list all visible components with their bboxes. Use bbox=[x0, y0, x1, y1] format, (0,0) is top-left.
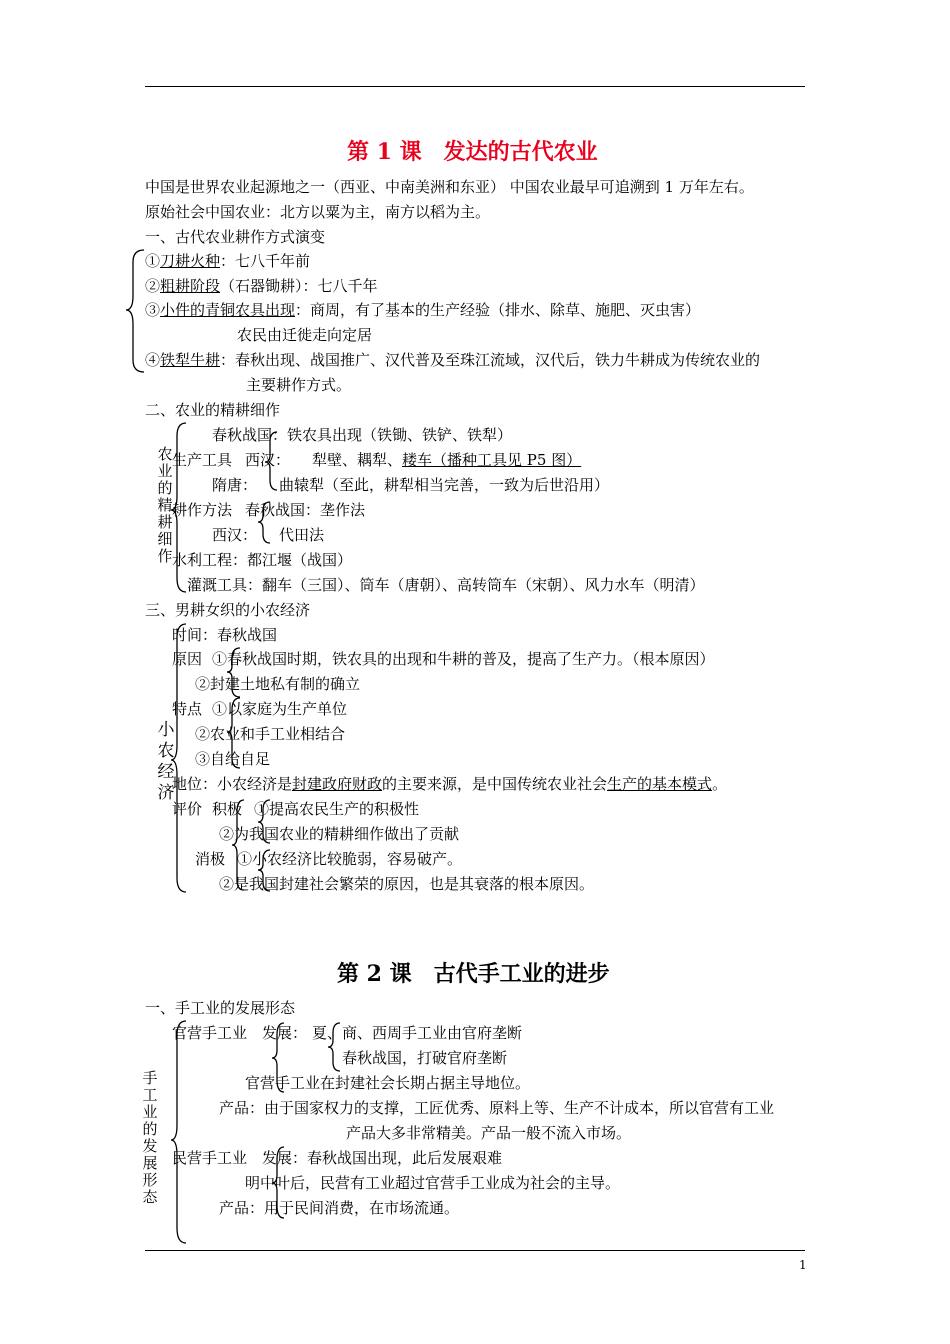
s2-method-label: 耕作方法 bbox=[172, 501, 233, 519]
s3-status bbox=[172, 775, 727, 793]
s1-item-3 bbox=[145, 301, 700, 319]
s3-status-b: 的主要来源，是中国传统农业社会 bbox=[382, 775, 608, 793]
s2-method-a: 春秋战国：垄作法 bbox=[245, 501, 366, 519]
s3-feature-label: 特点 bbox=[172, 700, 203, 718]
s1-item-2-key: 粗耕阶段 bbox=[160, 277, 221, 295]
s2-tools-a: 春秋战国：铁农具出现（铁锄、铁铲、铁犁） bbox=[212, 426, 513, 444]
s3-negative-1: ①小农经济比较脆弱，容易破产。 bbox=[237, 850, 463, 868]
intro-line-2: 原始社会中国农业：北方以粟为主，南方以稻为主。 bbox=[145, 203, 491, 221]
s3-feature-1: ①以家庭为生产单位 bbox=[212, 700, 348, 718]
section3-heading: 三、男耕女织的小农经济 bbox=[145, 601, 311, 619]
s3-reason-2: ②封建土地私有制的确立 bbox=[195, 675, 361, 693]
s1-item-1-rest: ：七八千年前 bbox=[220, 252, 311, 270]
s3-status-key-2: 生产的基本模式 bbox=[607, 775, 713, 793]
l2-gov-dev-2: 春秋战国，打破官府垄断 bbox=[342, 1049, 508, 1067]
page-number: 1 bbox=[799, 1258, 807, 1272]
header-rule bbox=[145, 86, 805, 87]
s1-item-3-num: ③ bbox=[145, 301, 161, 319]
l2-gov-dev-label: 发展： bbox=[262, 1024, 308, 1042]
s3-reason-label: 原因 bbox=[172, 650, 203, 668]
s3-status-c: 。 bbox=[712, 775, 728, 793]
s2-tools-c-items: 曲辕犁（至此，耕犁相当完善，一致为后世沿用） bbox=[279, 476, 610, 494]
s1-item-4-num: ④ bbox=[145, 351, 161, 369]
s2-method-b-era: 西汉： bbox=[212, 526, 258, 544]
s3-feature-3: ③自给自足 bbox=[195, 750, 271, 768]
footer-rule bbox=[145, 1250, 805, 1251]
s1-item-4-rest: ：春秋出现、战国推广、汉代普及至珠江流域，汉代后，铁力牛耕成为传统农业的 bbox=[220, 351, 761, 369]
s1-item-2-rest: （石器锄耕）：七八千年 bbox=[220, 277, 378, 295]
s3-negative-label: 消极 bbox=[195, 850, 226, 868]
s1-item-1-key: 刀耕火种 bbox=[160, 252, 221, 270]
s2-side-label: 农业的精耕细作 bbox=[157, 445, 173, 565]
l2-gov-dev-1: 夏、商、西周手工业由官府垄断 bbox=[312, 1024, 523, 1042]
s2-tools-label: 生产工具 bbox=[172, 451, 233, 469]
l2-private-label: 民营手工业 bbox=[172, 1149, 248, 1167]
s3-feature-2: ②农业和手工业相结合 bbox=[195, 725, 346, 743]
l2-gov-dev-3: 官营手工业在封建社会长期占据主导地位。 bbox=[245, 1074, 531, 1092]
section2-heading: 二、农业的精耕细作 bbox=[145, 401, 281, 419]
l2-private-product: 产品：用于民间消费，在市场流通。 bbox=[219, 1199, 460, 1217]
s1-item-4-key: 铁犁牛耕 bbox=[160, 351, 221, 369]
s3-status-a: 地位：小农经济是 bbox=[172, 775, 293, 793]
s1-item-3-continuation: 农民由迁徙走向定居 bbox=[237, 326, 373, 344]
s3-reason-1: ①春秋战国时期，铁农具的出现和牛耕的普及，提高了生产力。（根本原因） bbox=[212, 650, 715, 668]
s3-positive-2: ②为我国农业的精耕细作做出了贡献 bbox=[219, 825, 460, 843]
lesson2-title: 第 2 课 古代手工业的进步 bbox=[337, 961, 610, 987]
s1-item-4 bbox=[145, 351, 760, 369]
lesson1-title: 第 1 课 发达的古代农业 bbox=[347, 139, 598, 165]
intro-line-1: 中国是世界农业起源地之一（西亚、中南美洲和东亚） 中国农业最早可追溯到 1 万年左右。 bbox=[145, 178, 754, 196]
s1-item-2 bbox=[145, 277, 378, 295]
l2-section1-heading: 一、手工业的发展形态 bbox=[145, 999, 296, 1017]
s2-tools-b-items: 犁壁、耦犁、 bbox=[312, 451, 403, 469]
l2-gov-product-cont: 产品大多非常精美。产品一般不流入市场。 bbox=[346, 1124, 632, 1142]
section1-heading: 一、古代农业耕作方式演变 bbox=[145, 228, 326, 246]
s3-status-key-1: 封建政府财政 bbox=[292, 775, 383, 793]
s3-positive-label: 积极 bbox=[212, 800, 243, 818]
l2-gov-product: 产品：由于国家权力的支撑，工匠优秀、原料上等、生产不计成本，所以官营有工业 bbox=[219, 1099, 775, 1117]
s1-item-1-num: ① bbox=[145, 252, 161, 270]
s3-positive-1: ①提高农民生产的积极性 bbox=[254, 800, 420, 818]
s3-eval-label: 评价 bbox=[172, 800, 203, 818]
s2-tools-b bbox=[312, 451, 581, 469]
s1-item-1 bbox=[145, 252, 310, 270]
s3-time: 时间：春秋战国 bbox=[172, 626, 278, 644]
s2-tools-c-era: 隋唐： bbox=[212, 476, 258, 494]
l2-side-label: 手工业的发展形态 bbox=[142, 1069, 158, 1206]
s1-item-3-rest: ：商周，有了基本的生产经验（排水、除草、施肥、灭虫害） bbox=[295, 301, 701, 319]
s2-method-b-items: 代田法 bbox=[279, 526, 325, 544]
l2-private-dev-2: 明中叶后，民营有工业超过官营手工业成为社会的主导。 bbox=[245, 1174, 621, 1192]
s3-side-label: 小农经济 bbox=[157, 720, 175, 803]
s1-item-3-key: 小件的青铜农具出现 bbox=[160, 301, 296, 319]
l2-private-dev: 发展：春秋战国出现，此后发展艰难 bbox=[262, 1149, 503, 1167]
brace-s1 bbox=[126, 250, 144, 372]
s3-negative-2: ②是我国封建社会繁荣的原因，也是其衰落的根本原因。 bbox=[219, 875, 595, 893]
s2-tools-b-key: 耧车（播种工具见 P5 图） bbox=[402, 451, 582, 469]
s2-tools-b-era: 西汉： bbox=[245, 451, 291, 469]
brace-l2-outer bbox=[171, 1021, 186, 1243]
s1-item-4-continuation: 主要耕作方式。 bbox=[246, 376, 352, 394]
l2-gov-label: 官营手工业 bbox=[172, 1024, 248, 1042]
s2-water: 水利工程：都江堰（战国） bbox=[172, 551, 353, 569]
s1-item-2-num: ② bbox=[145, 277, 161, 295]
s2-irrigation: 灌溉工具：翻车（三国）、筒车（唐朝）、高转筒车（宋朝）、风力水车（明清） bbox=[187, 576, 705, 594]
